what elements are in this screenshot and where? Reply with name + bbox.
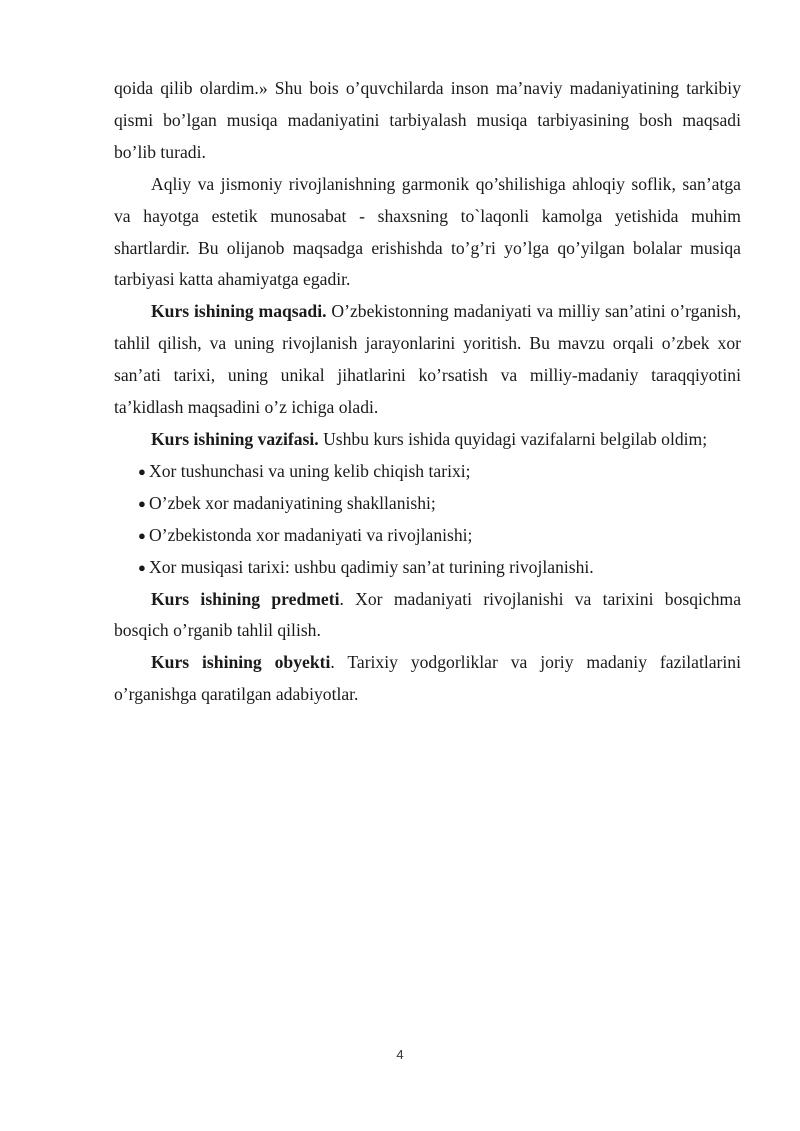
paragraph-continuation (114, 73, 741, 169)
list-item-text: Xor musiqasi tarixi: ushbu qadimiy san’at turining rivojlanishi. (149, 556, 594, 577)
list-item (114, 520, 741, 552)
paragraph-development (114, 169, 741, 297)
paragraph-text: O’zbekistonning madaniyati va milliy san’atini o’rganish, tahlil qilish, va uning rivojlanish jarayonlarini yoritish. Bu mavzu orqali o’zbek xor san’ati tarixi, uning unikal jihatlarini ko’rsatish va milliy-madaniy taraqqiyotini ta’kidlash maqsadini o’z ichiga oladi. (114, 301, 741, 418)
paragraph-heading: Kurs ishining maqsadi. (151, 301, 327, 322)
list-item (114, 552, 741, 584)
paragraph-tasks (114, 424, 741, 456)
list-item (114, 456, 741, 488)
paragraph-text: . Xor madaniyati rivojlanishi va tarixini bosqichma bosqich o’rganib tahlil qilish. (114, 588, 742, 641)
paragraph-heading: Kurs ishining obyekti (151, 652, 331, 673)
paragraph-goal (114, 296, 741, 424)
paragraph-text: . Tarixiy yodgorliklar va joriy madaniy fazilatlarini o’rganishga qaratilgan adabiyotlar. (114, 652, 741, 705)
list-item-text: Xor tushunchasi va uning kelib chiqish tarixi; (149, 460, 471, 481)
list-item (114, 488, 741, 520)
list-item-text: O’zbekistonda xor madaniyati va rivojlanishi; (149, 524, 473, 545)
bullet-icon: ● (138, 527, 146, 543)
paragraph-text: Aqliy va jismoniy rivojlanishning garmonik qo’shilishiga ahloqiy soflik, san’atga va hayotga estetik munosabat - shaxsning to`laqonli kamolga yetishida muhim shartlardir. Bu olijanob maqsadga erishishda to’g’ri yo’lga qo’yilgan bolalar musiqa tarbiyasi katta ahamiyatga egadir. (114, 173, 741, 290)
bullet-icon: ● (138, 495, 146, 511)
bullet-icon: ● (138, 559, 146, 575)
paragraph-subject (114, 584, 741, 648)
paragraph-text: qoida qilib olardim.» Shu bois o’quvchilarda inson ma’naviy madaniyatining tarkibiy qismi bo’lgan musiqa madaniyatini tarbiyalash musiqa tarbiyasining bosh maqsadi bo’lib turadi. (114, 78, 741, 162)
list-item-text: O’zbek xor madaniyatining shakllanishi; (149, 492, 436, 513)
bullet-icon: ● (138, 463, 146, 479)
paragraph-heading: Kurs ishining predmeti (151, 588, 340, 609)
paragraph-heading: Kurs ishining vazifasi. (151, 428, 319, 449)
page-number: 4 (396, 1047, 404, 1062)
task-list (114, 456, 741, 584)
paragraph-text: Ushbu kurs ishida quyidagi vazifalarni belgilab oldim; (318, 428, 708, 449)
paragraph-object (114, 647, 741, 711)
page-body (114, 73, 741, 711)
